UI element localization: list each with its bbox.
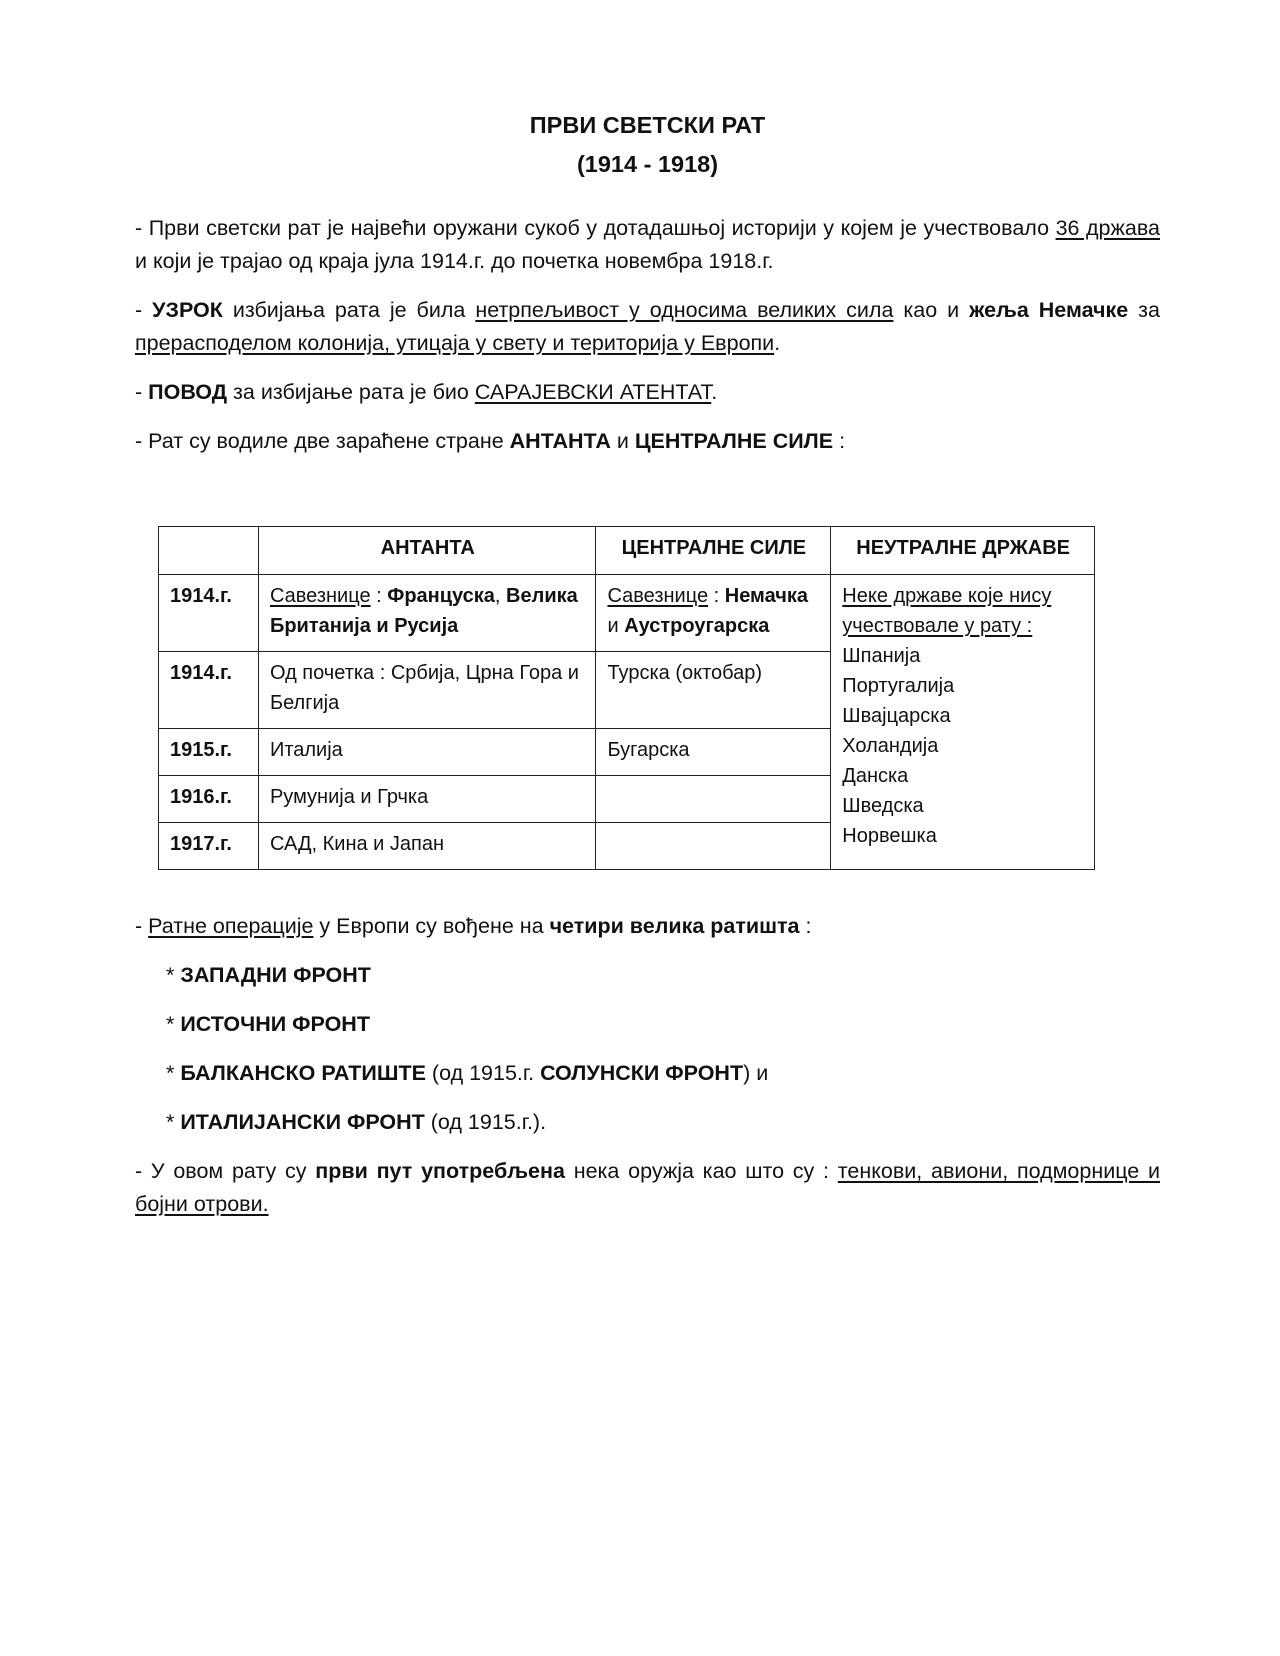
front-note: ) и [743,1061,769,1085]
page-title: ПРВИ СВЕТСКИ РАТ [529,112,766,138]
sides-paragraph [135,425,1160,458]
neutral-countries-list [842,641,1084,851]
front-name: ИСТОЧНИ ФРОНТ [180,1012,370,1036]
operations-bold: четири велика ратишта [549,914,800,938]
cause-text: . [774,331,781,355]
row-year: 1915.г. [159,729,259,776]
operations-underline: Ратне операције [148,914,314,938]
operations-text: : [799,914,812,938]
sides-text: и [610,429,635,453]
header-neutral: НЕУТРАЛНЕ ДРЖАВЕ [831,527,1095,575]
list-item: Швајцарска [842,705,951,727]
country-germany: Немачка [724,585,808,607]
occasion-paragraph [135,376,1160,409]
front-note: (од 1915.г.). [424,1110,547,1134]
row-year: 1917.г. [159,823,259,870]
neutral-cell [831,575,1095,870]
row-year: 1914.г. [159,575,259,652]
page-subtitle-years: (1914 - 1918) [576,151,719,177]
front-italian [135,1106,1160,1139]
bullet: * [166,1061,181,1085]
central-cell: Бугарска [596,729,831,776]
central-cell [596,575,831,652]
intro-paragraph [135,212,1160,278]
document-page [135,106,1160,1237]
front-eastern [135,1008,1160,1041]
cause-underline-1: нетрпељивост у односима великих сила [475,298,894,322]
weapons-text: - У овом рату су [135,1159,316,1183]
title-block [135,106,1160,184]
list-item: Шпанија [842,645,921,667]
cause-underline-2: прерасподелом колонија, утицаја у свету и територија у Европи [135,331,775,355]
bullet: * [166,963,181,987]
country-france: Француска [387,585,495,607]
row-year: 1914.г. [159,652,259,729]
entente-cell: Италија [258,729,596,776]
separator: и [607,615,625,637]
table-row [159,575,1095,652]
central-cell [596,823,831,870]
intro-text: - Први светски рат је највећи оружани сукоб у дотадашњој историји у којем је учествовало [135,216,1056,240]
row-year: 1916.г. [159,776,259,823]
table-header-row [159,527,1095,575]
sides-central-powers: ЦЕНТРАЛНЕ СИЛЕ [634,429,834,453]
front-western [135,959,1160,992]
dash: - [135,914,149,938]
cause-paragraph [135,294,1160,360]
front-name: ИТАЛИЈАНСКИ ФРОНТ [180,1110,425,1134]
list-item: Холандија [842,735,939,757]
separator: : [370,585,388,607]
dash: - [135,298,153,322]
allies-label: Савезнице [607,585,709,607]
sides-text: - Рат су водиле две зараћене стране [135,429,510,453]
front-note: (од 1915.г. [425,1061,541,1085]
front-name: ЗАПАДНИ ФРОНТ [180,963,371,987]
spacer [135,474,1160,526]
cause-text: избијања рата је била [222,298,476,322]
neutral-heading: Неке државе које нису учествовале у рату : [842,585,1052,637]
cause-label: УЗРОК [152,298,223,322]
list-item: Шведска [842,795,924,817]
cause-text: за [1128,298,1160,322]
weapons-underline: тенкови, авиони, подморнице и бојни отрови. [135,1159,1161,1216]
spacer [135,870,1160,910]
entente-cell: Румунија и Грчка [258,776,596,823]
bullet: * [166,1110,181,1134]
bullet: * [166,1012,181,1036]
header-year [159,527,259,575]
sides-text: : [833,429,846,453]
front-name: БАЛКАНСКО РАТИШТЕ [180,1061,426,1085]
weapons-bold: први пут употребљена [315,1159,565,1183]
operations-text: у Европи су вођене на [313,914,550,938]
intro-text-end: и који је трајао од краја јула 1914.г. до почетка новембра 1918.г. [135,249,774,273]
occasion-label: ПОВОД [148,380,228,404]
allies-label: Савезнице [269,585,371,607]
weapons-paragraph [135,1155,1160,1221]
central-cell: Турска (октобар) [596,652,831,729]
cause-text: као и [893,298,970,322]
dash: - [135,380,149,404]
list-item: Норвешка [842,825,937,847]
entente-cell: Од почетка : Србија, Црна Гора и Белгија [258,652,596,729]
operations-paragraph [135,910,1160,943]
sides-entente: АНТАНТА [509,429,611,453]
list-item: Данска [842,765,909,787]
alliances-table [158,526,1095,870]
entente-cell: САД, Кина и Јапан [258,823,596,870]
separator: , [494,585,507,607]
header-central: ЦЕНТРАЛНЕ СИЛЕ [596,527,831,575]
occasion-text: . [711,380,718,404]
intro-states-count: 36 држава [1055,216,1160,240]
central-cell [596,776,831,823]
weapons-text: нека оружја као што су : [564,1159,838,1183]
front-name-salonika: СОЛУНСКИ ФРОНТ [540,1061,744,1085]
occasion-text: за избијање рата је био [227,380,475,404]
cause-bold-germany: жеља Немачке [969,298,1129,322]
entente-cell [258,575,596,652]
country-austria-hungary: Аустроугарска [624,615,770,637]
occasion-underline: САРАЈЕВСКИ АТЕНТАТ [474,380,712,404]
header-entente: АНТАНТА [258,527,596,575]
country-britain-russia: Велика Британија и Русија [269,585,578,637]
separator: : [708,585,725,607]
front-balkan [135,1057,1160,1090]
list-item: Португалија [842,675,955,697]
